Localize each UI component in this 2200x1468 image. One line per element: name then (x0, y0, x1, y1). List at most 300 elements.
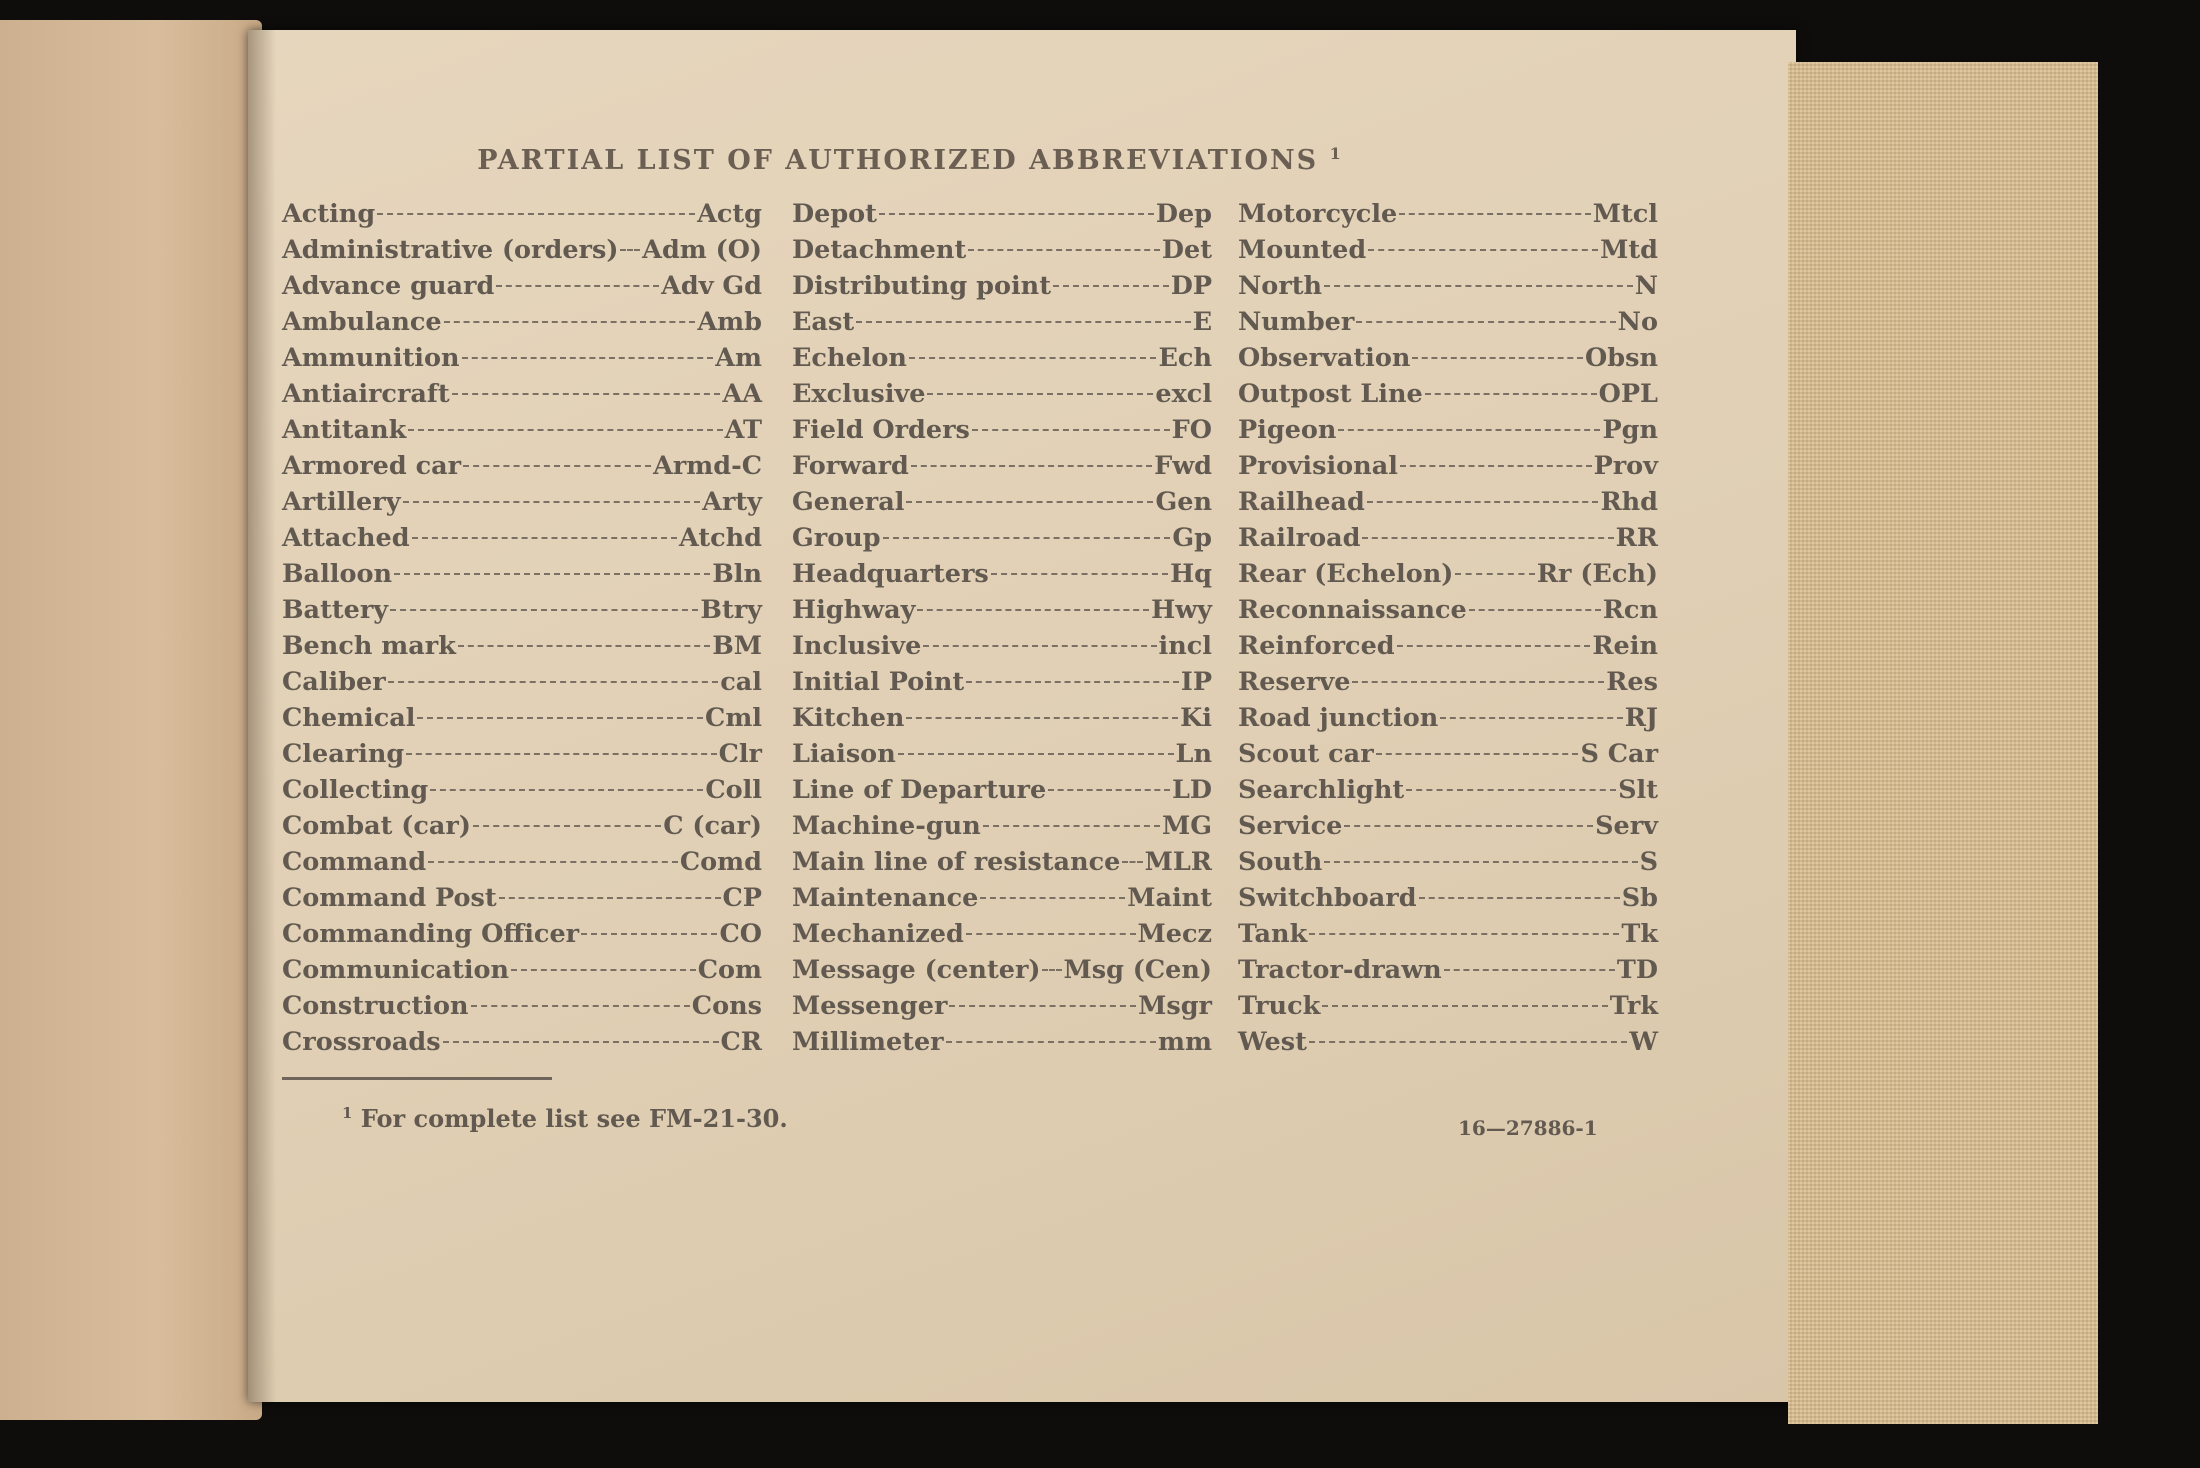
abbreviation-entry (792, 664, 1212, 700)
abbreviation-entry (282, 1024, 762, 1060)
abbreviation-entry (792, 880, 1212, 916)
entry-term: Machine-gun (792, 811, 981, 841)
leader-dots (463, 465, 651, 467)
leader-dots (1406, 789, 1616, 791)
leader-dots (906, 501, 1153, 503)
entry-abbreviation: C (car) (663, 811, 762, 841)
leader-dots (394, 573, 710, 575)
entry-term: Echelon (792, 343, 907, 373)
leader-dots (581, 933, 717, 935)
entry-abbreviation: Bln (712, 559, 762, 589)
entry-term: Liaison (792, 739, 896, 769)
abbreviation-entry (792, 700, 1212, 736)
entry-term: Construction (282, 991, 469, 1021)
title-text: PARTIAL LIST OF AUTHORIZED ABBREVIATIONS (477, 145, 1319, 176)
entry-term: Rear (Echelon) (1238, 559, 1454, 589)
entry-term: Switchboard (1238, 883, 1417, 913)
leader-dots (444, 321, 696, 323)
leader-dots (428, 861, 678, 863)
leader-dots (1122, 861, 1142, 863)
entry-term: Attached (282, 523, 410, 553)
entry-term: Forward (792, 451, 909, 481)
leader-dots (430, 789, 703, 791)
cloth-spine (1788, 62, 2098, 1424)
abbreviation-entry (282, 412, 762, 448)
page-gutter-shadow (248, 30, 276, 1402)
leader-dots (1309, 933, 1619, 935)
entry-term: Mounted (1238, 235, 1367, 265)
entry-abbreviation: N (1634, 271, 1658, 301)
entry-abbreviation: Atchd (678, 523, 762, 553)
abbreviation-entry (792, 376, 1212, 412)
entry-term: Road junction (1238, 703, 1439, 733)
abbreviation-entry (1238, 412, 1658, 448)
entry-term: Detachment (792, 235, 967, 265)
entry-term: Railroad (1238, 523, 1361, 553)
abbreviation-entry (792, 304, 1212, 340)
entry-abbreviation: incl (1158, 631, 1212, 661)
leader-dots (499, 897, 721, 899)
abbreviation-entry (282, 844, 762, 880)
entry-term: Main line of resistance (792, 847, 1121, 877)
abbreviation-entry (1238, 232, 1658, 268)
leader-dots (1053, 285, 1169, 287)
entry-abbreviation: Msg (Cen) (1063, 955, 1212, 985)
abbreviation-column-2 (792, 196, 1212, 1060)
abbreviation-entry (282, 700, 762, 736)
abbreviation-entry (792, 592, 1212, 628)
entry-abbreviation: BM (712, 631, 762, 661)
abbreviation-entry (792, 556, 1212, 592)
leader-dots (443, 1041, 719, 1043)
abbreviation-entry (282, 772, 762, 808)
abbreviation-entry (792, 988, 1212, 1024)
entry-term: Provisional (1238, 451, 1398, 481)
entry-abbreviation: CP (722, 883, 762, 913)
abbreviation-entry (792, 808, 1212, 844)
leader-dots (412, 537, 677, 539)
entry-term: Chemical (282, 703, 416, 733)
leader-dots (1324, 285, 1633, 287)
abbreviation-column-1 (282, 196, 762, 1060)
entry-term: Combat (car) (282, 811, 471, 841)
entry-abbreviation: Rein (1592, 631, 1658, 661)
entry-term: Group (792, 523, 881, 553)
entry-term: Collecting (282, 775, 429, 805)
abbreviation-entry (792, 448, 1212, 484)
entry-term: Message (center) (792, 955, 1041, 985)
abbreviation-entry (282, 268, 762, 304)
entry-term: Motorcycle (1238, 199, 1398, 229)
entry-abbreviation: Hq (1170, 559, 1212, 589)
abbreviation-entry (282, 484, 762, 520)
entry-abbreviation: Serv (1595, 811, 1658, 841)
footnote (342, 1104, 788, 1133)
entry-term: Balloon (282, 559, 393, 589)
abbreviation-entry (282, 664, 762, 700)
abbreviation-entry (792, 952, 1212, 988)
abbreviation-entry (1238, 916, 1658, 952)
entry-abbreviation: Sb (1621, 883, 1658, 913)
entry-term: Command Post (282, 883, 497, 913)
entry-abbreviation: Adv Gd (661, 271, 762, 301)
entry-abbreviation: E (1192, 307, 1212, 337)
abbreviation-entry (1238, 484, 1658, 520)
entry-abbreviation: Fwd (1154, 451, 1212, 481)
abbreviation-entry (792, 340, 1212, 376)
entry-term: Tank (1238, 919, 1308, 949)
abbreviation-entry (792, 844, 1212, 880)
entry-term: General (792, 487, 905, 517)
entry-term: Caliber (282, 667, 386, 697)
entry-abbreviation: S Car (1580, 739, 1658, 769)
entry-abbreviation: Arty (702, 487, 762, 517)
entry-abbreviation: S (1639, 847, 1658, 877)
entry-abbreviation: DP (1170, 271, 1212, 301)
abbreviation-entry (1238, 376, 1658, 412)
entry-abbreviation: Rr (Ech) (1536, 559, 1658, 589)
entry-term: Searchlight (1238, 775, 1405, 805)
leader-dots (1440, 717, 1622, 719)
footnote-rule (282, 1077, 552, 1080)
abbreviation-entry (1238, 628, 1658, 664)
entry-term: Maintenance (792, 883, 979, 913)
abbreviation-column-3 (1238, 196, 1658, 1060)
entry-abbreviation: Amb (697, 307, 762, 337)
abbreviation-entry (792, 628, 1212, 664)
entry-abbreviation: No (1617, 307, 1658, 337)
entry-abbreviation: CO (719, 919, 762, 949)
entry-abbreviation: Trk (1609, 991, 1658, 1021)
entry-term: Pigeon (1238, 415, 1337, 445)
abbreviation-entry (282, 520, 762, 556)
leader-dots (966, 681, 1179, 683)
entry-abbreviation: AA (722, 379, 762, 409)
abbreviation-entry (282, 232, 762, 268)
entry-abbreviation: Rhd (1600, 487, 1658, 517)
leader-dots (946, 1041, 1156, 1043)
leader-dots (496, 285, 659, 287)
abbreviation-entry (1238, 520, 1658, 556)
entry-abbreviation: CR (720, 1027, 762, 1057)
entry-abbreviation: Cml (705, 703, 762, 733)
entry-term: Artillery (282, 487, 401, 517)
entry-term: Antitank (282, 415, 407, 445)
leader-dots (1338, 429, 1600, 431)
entry-abbreviation: Gen (1155, 487, 1212, 517)
leader-dots (1048, 789, 1170, 791)
leader-dots (991, 573, 1168, 575)
page-title (0, 144, 1820, 176)
entry-term: Administrative (orders) (282, 235, 619, 265)
abbreviation-entry (282, 916, 762, 952)
entry-abbreviation: Cons (691, 991, 762, 1021)
leader-dots (1368, 249, 1598, 251)
entry-abbreviation: Comd (679, 847, 762, 877)
entry-term: Command (282, 847, 427, 877)
leader-dots (1399, 213, 1591, 215)
leader-dots (390, 609, 698, 611)
leader-dots (620, 249, 640, 251)
entry-term: Messenger (792, 991, 948, 1021)
leader-dots (923, 645, 1156, 647)
entry-term: Line of Departure (792, 775, 1047, 805)
abbreviation-entry (792, 412, 1212, 448)
entry-term: South (1238, 847, 1323, 877)
entry-term: Acting (282, 199, 376, 229)
entry-abbreviation: Dep (1155, 199, 1212, 229)
entry-abbreviation: AT (724, 415, 762, 445)
entry-abbreviation: Det (1161, 235, 1212, 265)
abbreviation-entry (282, 556, 762, 592)
leader-dots (1455, 573, 1535, 575)
footnote-text: For complete list see FM-21-30. (360, 1104, 788, 1133)
abbreviation-entry (282, 448, 762, 484)
entry-abbreviation: Maint (1127, 883, 1212, 913)
abbreviation-entry (282, 340, 762, 376)
leader-dots (1425, 393, 1597, 395)
entry-abbreviation: RR (1615, 523, 1658, 553)
leader-dots (1367, 501, 1599, 503)
abbreviation-entry (1238, 844, 1658, 880)
entry-abbreviation: Obsn (1585, 343, 1658, 373)
leader-dots (1309, 1041, 1627, 1043)
entry-term: Clearing (282, 739, 405, 769)
entry-abbreviation: Res (1606, 667, 1658, 697)
entry-term: North (1238, 271, 1323, 301)
entry-abbreviation: Gp (1172, 523, 1212, 553)
entry-term: Tractor-drawn (1238, 955, 1442, 985)
abbreviation-entry (1238, 664, 1658, 700)
leader-dots (883, 537, 1171, 539)
leader-dots (927, 393, 1153, 395)
entry-abbreviation: Adm (O) (642, 235, 762, 265)
abbreviation-entry (282, 196, 762, 232)
entry-term: East (792, 307, 855, 337)
entry-abbreviation: Hwy (1151, 595, 1212, 625)
leader-dots (1419, 897, 1620, 899)
entry-term: Inclusive (792, 631, 922, 661)
leader-dots (906, 717, 1178, 719)
entry-term: West (1238, 1027, 1307, 1057)
abbreviation-entry (792, 196, 1212, 232)
abbreviation-entry (1238, 448, 1658, 484)
entry-abbreviation: Com (697, 955, 762, 985)
entry-abbreviation: mm (1158, 1027, 1212, 1057)
leader-dots (471, 1005, 690, 1007)
entry-term: Reconnaissance (1238, 595, 1467, 625)
abbreviation-entry (1238, 808, 1658, 844)
leader-dots (1362, 537, 1613, 539)
entry-term: Battery (282, 595, 389, 625)
leader-dots (1412, 357, 1583, 359)
abbreviation-entry (1238, 736, 1658, 772)
entry-abbreviation: Armd-C (653, 451, 762, 481)
leader-dots (1042, 969, 1061, 971)
abbreviation-entry (792, 916, 1212, 952)
entry-abbreviation: Prov (1593, 451, 1658, 481)
entry-abbreviation: OPL (1598, 379, 1658, 409)
leader-dots (1469, 609, 1601, 611)
form-number: 16—27886-1 (1458, 1116, 1598, 1140)
leader-dots (972, 429, 1170, 431)
entry-term: Truck (1238, 991, 1321, 1021)
entry-abbreviation: Am (715, 343, 762, 373)
entry-term: Bench mark (282, 631, 456, 661)
entry-term: Millimeter (792, 1027, 944, 1057)
leader-dots (452, 393, 721, 395)
leader-dots (458, 645, 710, 647)
leader-dots (408, 429, 722, 431)
leader-dots (968, 249, 1160, 251)
leader-dots (983, 825, 1160, 827)
leader-dots (879, 213, 1154, 215)
entry-term: Railhead (1238, 487, 1365, 517)
leader-dots (856, 321, 1190, 323)
entry-abbreviation: FO (1171, 415, 1212, 445)
entry-term: Reinforced (1238, 631, 1395, 661)
entry-abbreviation: Coll (705, 775, 762, 805)
abbreviation-entry (282, 304, 762, 340)
abbreviation-entry (1238, 772, 1658, 808)
abbreviation-entry (792, 1024, 1212, 1060)
entry-abbreviation: Tk (1621, 919, 1658, 949)
footnote-mark: 1 (342, 1104, 353, 1122)
entry-abbreviation: LD (1171, 775, 1212, 805)
abbreviation-entry (282, 736, 762, 772)
entry-term: Ammunition (282, 343, 460, 373)
entry-abbreviation: Mtcl (1592, 199, 1658, 229)
entry-term: Antiaircraft (282, 379, 450, 409)
leader-dots (406, 753, 716, 755)
abbreviation-entry (1238, 268, 1658, 304)
abbreviation-entry (282, 808, 762, 844)
abbreviation-entry (1238, 196, 1658, 232)
abbreviation-entry (1238, 592, 1658, 628)
leader-dots (980, 897, 1125, 899)
abbreviation-entry (282, 988, 762, 1024)
entry-abbreviation: RJ (1624, 703, 1658, 733)
entry-term: Crossroads (282, 1027, 441, 1057)
entry-term: Outpost Line (1238, 379, 1423, 409)
leader-dots (1322, 1005, 1607, 1007)
abbreviation-entry (792, 520, 1212, 556)
leader-dots (473, 825, 661, 827)
entry-abbreviation: Ki (1180, 703, 1212, 733)
title-footnote-mark: 1 (1329, 144, 1343, 163)
entry-term: Field Orders (792, 415, 970, 445)
leader-dots (462, 357, 714, 359)
abbreviation-entry (1238, 556, 1658, 592)
entry-term: Observation (1238, 343, 1411, 373)
abbreviation-entry (282, 592, 762, 628)
entry-term: Reserve (1238, 667, 1351, 697)
entry-abbreviation: Pgn (1602, 415, 1658, 445)
abbreviation-entry (1238, 1024, 1658, 1060)
entry-term: Exclusive (792, 379, 926, 409)
entry-abbreviation: Mecz (1137, 919, 1212, 949)
abbreviation-entry (792, 484, 1212, 520)
leader-dots (1397, 645, 1591, 647)
abbreviation-entry (1238, 880, 1658, 916)
leader-dots (417, 717, 703, 719)
entry-term: Commanding Officer (282, 919, 580, 949)
abbreviation-entry (792, 772, 1212, 808)
entry-abbreviation: Btry (700, 595, 762, 625)
entry-abbreviation: IP (1180, 667, 1212, 697)
leader-dots (911, 465, 1152, 467)
entry-abbreviation: MLR (1144, 847, 1212, 877)
leader-dots (388, 681, 719, 683)
leader-dots (403, 501, 701, 503)
entry-abbreviation: MG (1161, 811, 1212, 841)
abbreviation-entry (1238, 304, 1658, 340)
entry-abbreviation: Clr (718, 739, 762, 769)
entry-abbreviation: W (1629, 1027, 1658, 1057)
entry-abbreviation: Actg (697, 199, 762, 229)
entry-abbreviation: Slt (1618, 775, 1658, 805)
left-page (0, 20, 262, 1420)
leader-dots (511, 969, 696, 971)
leader-dots (917, 609, 1149, 611)
leader-dots (1356, 321, 1615, 323)
entry-term: Scout car (1238, 739, 1374, 769)
leader-dots (898, 753, 1174, 755)
entry-term: Depot (792, 199, 877, 229)
entry-abbreviation: cal (720, 667, 762, 697)
leader-dots (909, 357, 1157, 359)
leader-dots (966, 933, 1136, 935)
entry-abbreviation: Rcn (1602, 595, 1658, 625)
entry-abbreviation: TD (1616, 955, 1658, 985)
entry-term: Distributing point (792, 271, 1051, 301)
entry-term: Number (1238, 307, 1355, 337)
entry-term: Initial Point (792, 667, 965, 697)
entry-term: Highway (792, 595, 916, 625)
abbreviation-entry (282, 376, 762, 412)
leader-dots (1344, 825, 1593, 827)
leader-dots (1400, 465, 1592, 467)
entry-term: Kitchen (792, 703, 905, 733)
entry-term: Ambulance (282, 307, 442, 337)
abbreviation-entry (1238, 700, 1658, 736)
leader-dots (1352, 681, 1604, 683)
entry-term: Advance guard (282, 271, 495, 301)
abbreviation-entry (282, 880, 762, 916)
leader-dots (949, 1005, 1136, 1007)
abbreviation-entry (282, 952, 762, 988)
abbreviation-entry (792, 268, 1212, 304)
entry-term: Service (1238, 811, 1343, 841)
abbreviation-entry (792, 232, 1212, 268)
leader-dots (377, 213, 695, 215)
entry-term: Headquarters (792, 559, 989, 589)
abbreviation-entry (1238, 340, 1658, 376)
entry-term: Mechanized (792, 919, 964, 949)
leader-dots (1444, 969, 1615, 971)
abbreviation-entry (792, 736, 1212, 772)
entry-abbreviation: Msgr (1138, 991, 1212, 1021)
entry-term: Armored car (282, 451, 462, 481)
entry-term: Communication (282, 955, 510, 985)
entry-abbreviation: Mtd (1600, 235, 1658, 265)
abbreviation-entry (1238, 952, 1658, 988)
entry-abbreviation: excl (1155, 379, 1212, 409)
leader-dots (1324, 861, 1637, 863)
abbreviation-entry (1238, 988, 1658, 1024)
entry-abbreviation: Ech (1158, 343, 1212, 373)
entry-abbreviation: Ln (1175, 739, 1212, 769)
